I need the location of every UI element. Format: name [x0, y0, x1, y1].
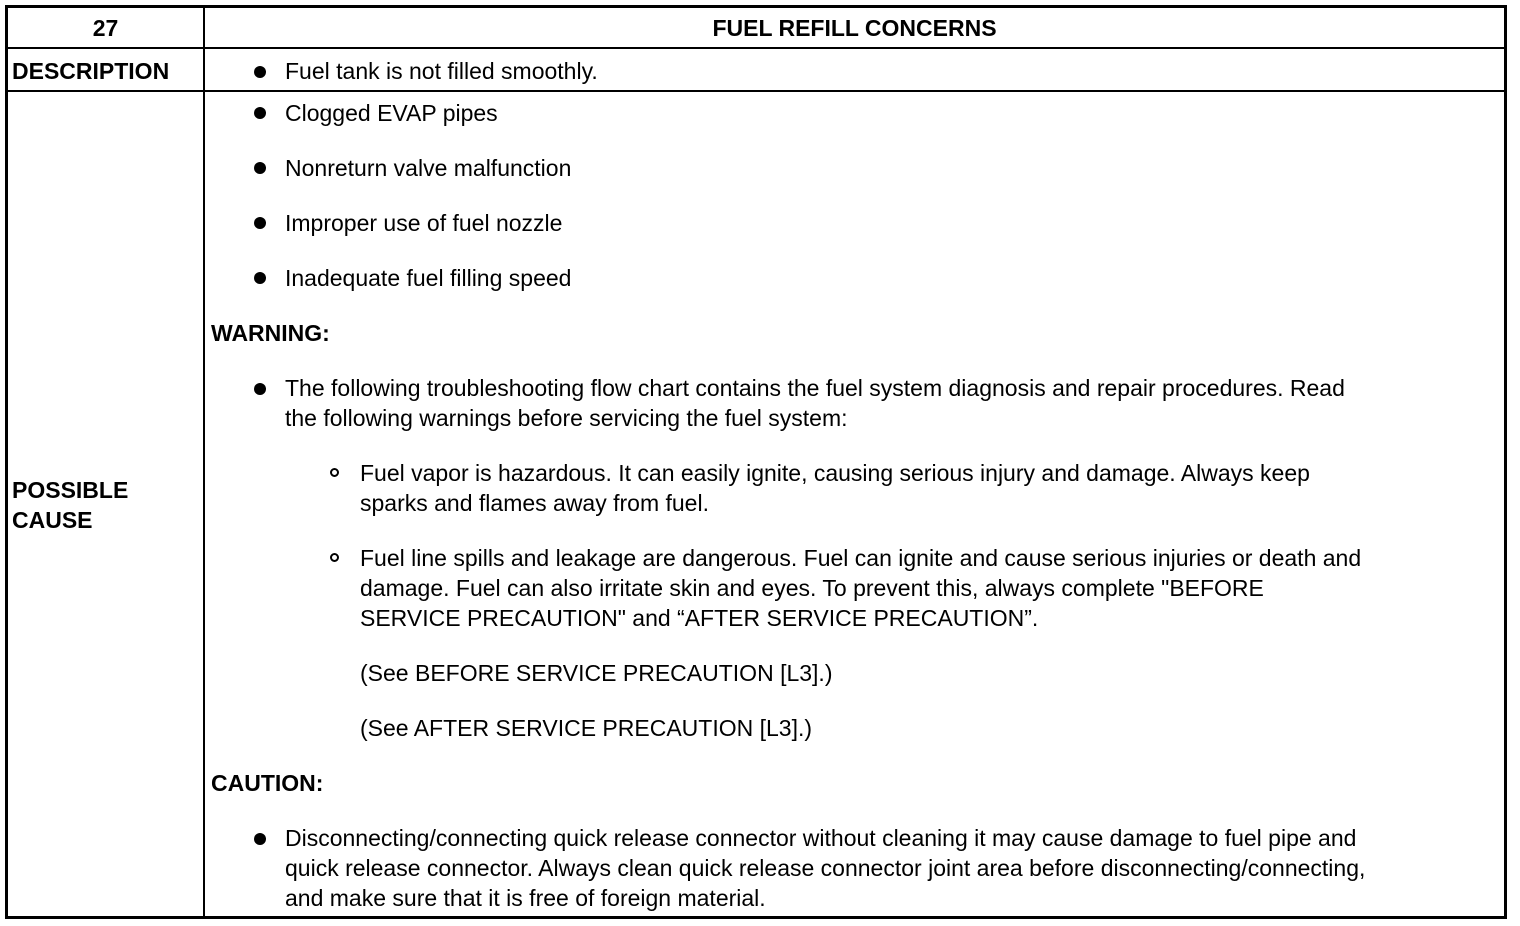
bullet-icon — [254, 66, 266, 78]
bullet-icon — [254, 383, 266, 395]
column-divider — [203, 5, 205, 919]
cause-item: Nonreturn valve malfunction — [285, 155, 572, 181]
warning-sub2-line: Fuel line spills and leakage are dangerous. Fuel can ignite and cause serious injuries or death and — [360, 545, 1362, 571]
warning-sub1-line: Fuel vapor is hazardous. It can easily ignite, causing serious injury and damage. Always keep — [360, 460, 1310, 486]
possible-cause-label-line1: POSSIBLE — [12, 477, 129, 503]
row-divider-description — [5, 90, 1507, 92]
sub-bullet-icon — [330, 468, 339, 477]
row-divider-header — [5, 47, 1507, 49]
reference-after-service: (See AFTER SERVICE PRECAUTION [L3].) — [360, 715, 813, 741]
cause-item: Clogged EVAP pipes — [285, 100, 498, 126]
row-number: 27 — [92, 15, 119, 41]
table-title: FUEL REFILL CONCERNS — [712, 15, 997, 41]
description-item: Fuel tank is not filled smoothly. — [285, 58, 598, 84]
bullet-icon — [254, 217, 266, 229]
warning-sub2-line: SERVICE PRECAUTION" and “AFTER SERVICE PRECAUTION”. — [360, 605, 1039, 631]
warning-sub2-line: damage. Fuel can also irritate skin and eyes. To prevent this, always complete "BEFORE — [360, 575, 1264, 601]
possible-cause-label-line2: CAUSE — [12, 507, 93, 533]
caution-text-line: quick release connector. Always clean quick release connector joint area before disconnecting/connecting, — [285, 855, 1366, 881]
caution-text-line: and make sure that it is free of foreign material. — [285, 885, 766, 911]
caution-text-line: Disconnecting/connecting quick release connector without cleaning it may cause damage to fuel pipe and — [285, 825, 1357, 851]
bullet-icon — [254, 833, 266, 845]
bullet-icon — [254, 107, 266, 119]
cause-item: Improper use of fuel nozzle — [285, 210, 563, 236]
reference-before-service: (See BEFORE SERVICE PRECAUTION [L3].) — [360, 660, 833, 686]
caution-heading: CAUTION: — [211, 770, 324, 796]
bullet-icon — [254, 272, 266, 284]
bullet-icon — [254, 162, 266, 174]
warning-text-line: the following warnings before servicing the fuel system: — [285, 405, 848, 431]
description-label: DESCRIPTION — [12, 58, 170, 84]
warning-sub1-line: sparks and flames away from fuel. — [360, 490, 709, 516]
warning-text-line: The following troubleshooting flow chart contains the fuel system diagnosis and repair procedures. Read — [285, 375, 1345, 401]
sub-bullet-icon — [330, 553, 339, 562]
cause-item: Inadequate fuel filling speed — [285, 265, 572, 291]
warning-heading: WARNING: — [211, 320, 330, 346]
